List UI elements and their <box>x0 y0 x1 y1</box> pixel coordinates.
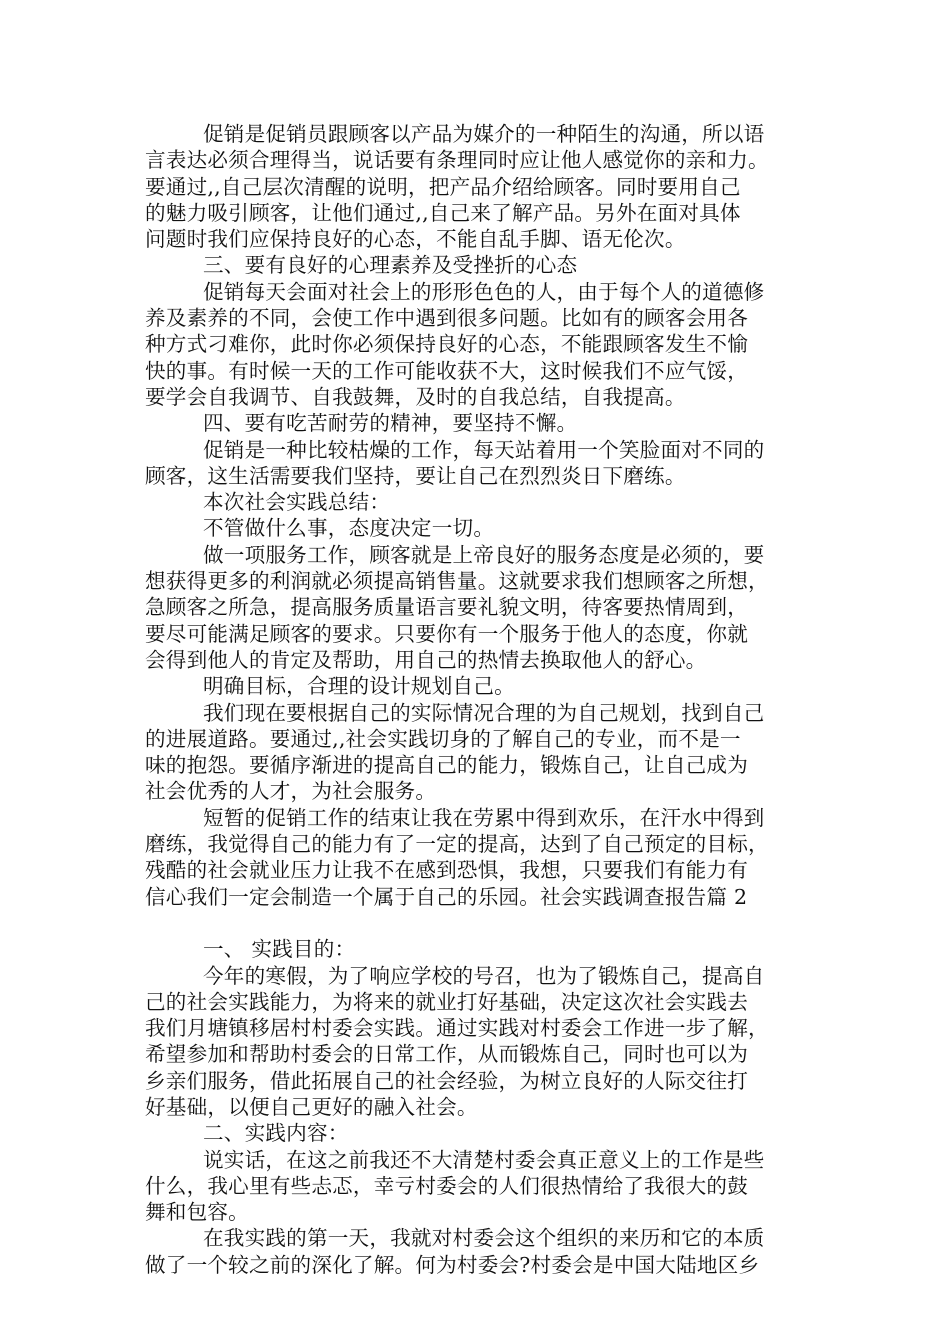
text-line: 做一项服务工作，顾客就是上帝良好的服务态度是必须的，要 <box>203 542 765 567</box>
text-line: 问题时我们应保持良好的心态，不能自乱手脚、语无伦次。 <box>145 227 686 252</box>
text-line: 今年的寒假，为了响应学校的号召，也为了锻炼自己，提高自 <box>203 963 765 988</box>
text-line: 的进展道路。要通过,,社会实践切身的了解自己的专业，而不是一 <box>145 726 741 751</box>
document-page <box>145 121 810 1278</box>
text-line: 急顾客之所急，提高服务质量语言要礼貌文明，待客要热情周到， <box>145 595 749 620</box>
text-line: 残酷的社会就业压力让我不在感到恐惧，我想，只要我们有能力有 <box>145 858 749 883</box>
text-line: 四、要有吃苦耐劳的精神，要坚持不懈。 <box>203 411 578 436</box>
text-line: 二、实践内容： <box>203 1121 349 1146</box>
text-line: 乡亲们服务，借此拓展自己的社会经验，为树立良好的人际交往打 <box>145 1068 749 1093</box>
text-line: 顾客，这生活需要我们坚持，要让自己在烈烈炎日下磨练。 <box>145 463 686 488</box>
text-line: 我们月塘镇移居村村委会实践。通过实践对村委会工作进一步了解， <box>145 1016 769 1041</box>
text-line: 己的社会实践能力，为将来的就业打好基础，决定这次社会实践去 <box>145 989 749 1014</box>
text-line: 社会优秀的人才，为社会服务。 <box>145 779 437 804</box>
text-line: 要学会自我调节、自我鼓舞，及时的自我总结，自我提高。 <box>145 384 686 409</box>
text-line: 短暂的促销工作的结束让我在劳累中得到欢乐，在汗水中得到 <box>203 805 765 830</box>
text-line: 三、要有良好的心理素养及受挫折的心态 <box>203 253 578 278</box>
text-line: 促销是促销员跟顾客以产品为媒介的一种陌生的沟通，所以语 <box>203 122 765 146</box>
text-line: 希望参加和帮助村委会的日常工作，从而锻炼自己，同时也可以为 <box>145 1042 749 1067</box>
text-line: 好基础，以便自己更好的融入社会。 <box>145 1094 478 1119</box>
blank-line <box>145 910 810 936</box>
text-line: 促销是一种比较枯燥的工作，每天站着用一个笑脸面对不同的 <box>203 437 765 462</box>
text-line: 信心我们一定会制造一个属于自己的乐园。社会实践调查报告篇 2 <box>145 884 748 909</box>
text-line: 明确目标，合理的设计规划自己。 <box>203 674 515 699</box>
text-line: 种方式刁难你，此时你必须保持良好的心态，不能跟顾客发生不愉 <box>145 332 749 357</box>
text-line: 在我实践的第一天，我就对村委会这个组织的来历和它的本质 <box>203 1226 765 1251</box>
text-line: 磨练，我觉得自己的能力有了一定的提高，达到了自己预定的目标， <box>145 832 769 857</box>
text-line: 的魅力吸引顾客，让他们通过,,自己来了解产品。另外在面对具体 <box>145 200 741 225</box>
text-line: 要通过,,自己层次清醒的说明，把产品介绍给顾客。同时要用自己 <box>145 174 741 199</box>
text-line: 要尽可能满足顾客的要求。只要你有一个服务于他人的态度，你就 <box>145 621 749 646</box>
text-line: 会得到他人的肯定及帮助，用自己的热情去换取他人的舒心。 <box>145 647 707 672</box>
text-line: 想获得更多的利润就必须提高销售量。这就要求我们想顾客之所想， <box>145 569 769 594</box>
text-line: 一、 实践目的： <box>203 937 356 962</box>
text-line: 什么，我心里有些忐忑，幸亏村委会的人们很热情给了我很大的鼓 <box>145 1173 749 1198</box>
text-line: 我们现在要根据自己的实际情况合理的为自己规划，找到自己 <box>203 700 765 725</box>
text-line: 养及素养的不同，会使工作中遇到很多问题。比如有的顾客会用各 <box>145 306 749 331</box>
text-line: 促销每天会面对社会上的形形色色的人，由于每个人的道德修 <box>203 279 765 304</box>
text-line: 做了一个较之前的深化了解。何为村委会?村委会是中国大陆地区乡 <box>145 1252 760 1277</box>
text-line: 本次社会实践总结： <box>203 490 391 515</box>
text-line: 舞和包容。 <box>145 1200 249 1225</box>
text-line: 言表达必须合理得当，说话要有条理同时应让他人感觉你的亲和力。 <box>145 148 769 173</box>
text-line: 快的事。有时候一天的工作可能收获不大，这时候我们不应气馁， <box>145 358 749 383</box>
text-line: 味的抱怨。要循序渐进的提高自己的能力，锻炼自己，让自己成为 <box>145 753 749 778</box>
text-line: 不管做什么事，态度决定一切。 <box>203 516 495 541</box>
text-line: 说实话，在这之前我还不大清楚村委会真正意义上的工作是些 <box>203 1147 765 1172</box>
